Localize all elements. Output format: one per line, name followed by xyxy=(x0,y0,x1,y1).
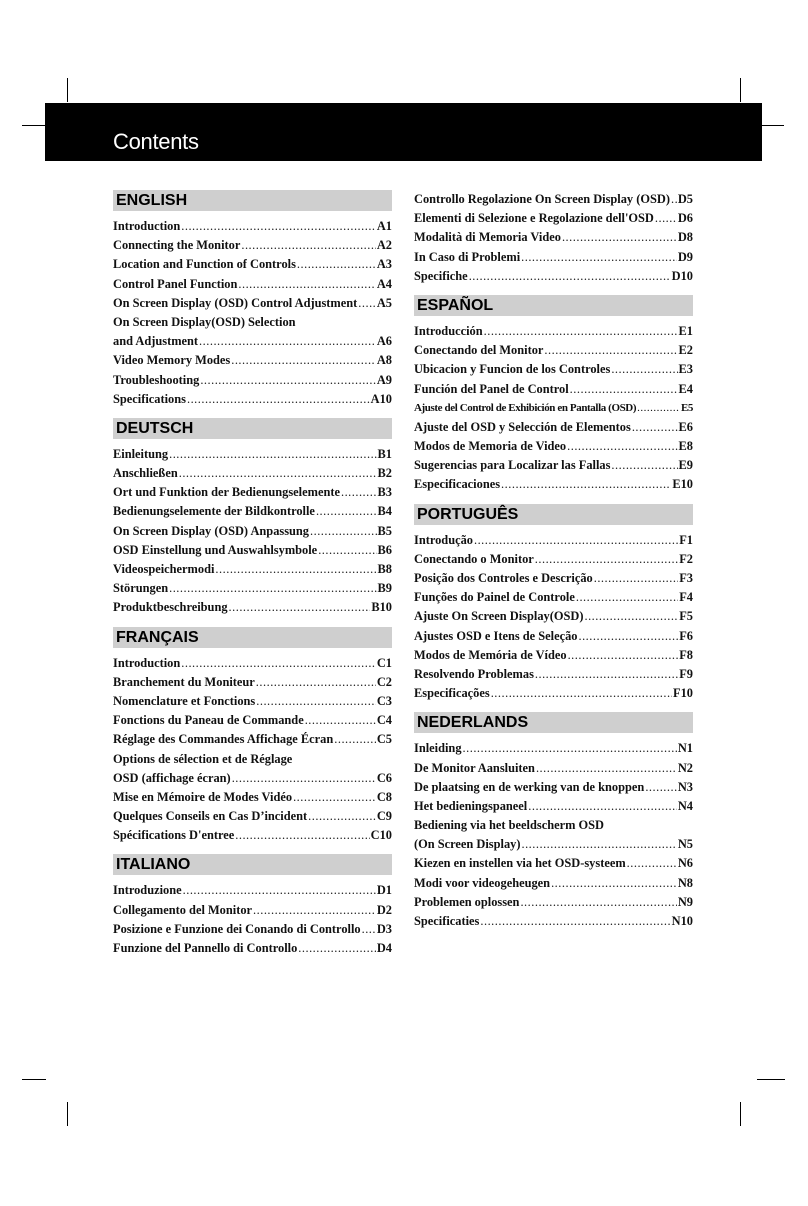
toc-entry-page: N8 xyxy=(677,875,693,890)
crop-mark xyxy=(22,1079,46,1080)
toc-entry-title: On Screen Display(OSD) Selection xyxy=(113,314,296,329)
toc-entry-page: B1 xyxy=(377,446,392,461)
toc-entry-title: Einleitung xyxy=(113,446,169,461)
toc-entry-page: B3 xyxy=(377,485,392,500)
dot-leader xyxy=(297,255,376,274)
toc-entry-page: C4 xyxy=(376,713,392,728)
toc-entry[interactable] xyxy=(414,418,693,437)
toc-entry[interactable] xyxy=(414,267,693,286)
dot-leader xyxy=(544,341,677,360)
section-heading: ITALIANO xyxy=(113,854,392,875)
toc-entry-page: C2 xyxy=(376,674,392,689)
toc-entry-title: Controllo Regolazione On Screen Display (OSD) xyxy=(414,192,670,206)
toc-entry-title: Funções do Painel de Controle xyxy=(414,590,575,605)
toc-entry[interactable] xyxy=(113,255,392,274)
toc-right-column xyxy=(414,190,693,931)
toc-entry[interactable] xyxy=(113,294,392,313)
toc-entry-page: F10 xyxy=(673,686,693,701)
toc-entry-page: C8 xyxy=(376,789,392,804)
dot-leader xyxy=(594,569,679,588)
dot-leader xyxy=(484,322,678,341)
toc-entry-title: Modalità di Memoria Video xyxy=(414,230,561,245)
toc-entry-title: Posizione e Funzione dei Conando di Controllo xyxy=(113,921,361,936)
crop-mark xyxy=(67,1102,68,1126)
toc-entry-title: Réglage des Commandes Affichage Écran xyxy=(113,732,334,747)
toc-entry-page: D4 xyxy=(376,941,392,955)
toc-entry-page: C10 xyxy=(370,828,392,843)
toc-entry[interactable] xyxy=(414,550,693,569)
toc-entry-page: A9 xyxy=(376,372,392,387)
toc-entry-page: C1 xyxy=(376,655,392,670)
toc-entry-page: B6 xyxy=(377,542,392,557)
dot-leader xyxy=(298,939,376,958)
toc-entry[interactable] xyxy=(414,475,693,494)
toc-entry[interactable] xyxy=(113,692,392,711)
toc-entry[interactable] xyxy=(414,627,693,646)
dot-leader xyxy=(253,901,376,920)
toc-entry[interactable] xyxy=(414,531,693,550)
toc-entry-title: Especificações xyxy=(414,686,490,701)
section-heading: NEDERLANDS xyxy=(414,712,693,733)
toc-entry-title: Control Panel Function xyxy=(113,276,238,291)
toc-entry-page: A10 xyxy=(370,391,392,406)
section-heading: PORTUGUÊS xyxy=(414,504,693,525)
dot-leader xyxy=(316,502,377,521)
section-english xyxy=(113,190,392,409)
toc-entry[interactable] xyxy=(113,598,392,617)
toc-entry[interactable] xyxy=(414,380,693,399)
toc-entry-page: F5 xyxy=(679,609,693,624)
section-deutsch xyxy=(113,418,392,618)
toc-entry[interactable] xyxy=(414,341,693,360)
toc-entry[interactable] xyxy=(113,673,392,692)
toc-entry-title: Troubleshooting xyxy=(113,372,200,387)
dot-leader xyxy=(528,797,677,816)
dot-leader xyxy=(521,248,677,267)
toc-entry-title: Conectando del Monitor xyxy=(414,343,544,358)
toc-entry-title: Resolvendo Problemas xyxy=(414,666,534,681)
toc-entry[interactable] xyxy=(414,854,693,873)
section-espanol xyxy=(414,295,693,495)
dot-leader xyxy=(645,778,677,797)
toc-entry[interactable] xyxy=(414,684,693,703)
toc-entry[interactable] xyxy=(414,607,693,626)
toc-entry[interactable] xyxy=(414,209,693,228)
toc-entry[interactable] xyxy=(414,399,693,418)
dot-leader xyxy=(480,912,670,931)
toc-entry-title: On Screen Display (OSD) Control Adjustment xyxy=(113,295,358,310)
toc-entry[interactable] xyxy=(113,332,392,351)
crop-mark xyxy=(22,125,45,126)
toc-entry-title: Modos de Memoria de Video xyxy=(414,439,567,454)
toc-entry-page: B9 xyxy=(377,581,392,596)
dot-leader xyxy=(308,807,376,826)
toc-entry[interactable] xyxy=(414,893,693,912)
toc-entry-title: Spécifications D'entree xyxy=(113,828,235,843)
toc-entry[interactable] xyxy=(414,912,693,931)
toc-entry-page: D8 xyxy=(677,230,693,245)
toc-entry[interactable] xyxy=(414,874,693,893)
dot-leader xyxy=(241,236,376,255)
dot-leader xyxy=(535,665,678,684)
section-continued xyxy=(414,190,693,286)
toc-entry[interactable] xyxy=(414,759,693,778)
toc-entry-title: Inleiding xyxy=(414,741,462,756)
toc-entry-title: Introduzione xyxy=(113,883,182,898)
dot-leader xyxy=(671,190,677,209)
toc-entry[interactable] xyxy=(113,313,392,332)
toc-entry-page: N1 xyxy=(677,741,693,756)
toc-entry-page: A5 xyxy=(376,295,392,310)
page-title: Contents xyxy=(113,129,199,154)
crop-mark xyxy=(740,1102,741,1126)
toc-entry[interactable] xyxy=(113,502,392,521)
toc-entry[interactable] xyxy=(414,248,693,267)
dot-leader xyxy=(501,475,671,494)
toc-entry-page: E5 xyxy=(680,401,693,414)
crop-mark xyxy=(762,125,784,126)
toc-entry-page: F8 xyxy=(679,647,693,662)
toc-entry[interactable] xyxy=(113,560,392,579)
dot-leader xyxy=(232,769,376,788)
dot-leader xyxy=(179,464,377,483)
dot-leader xyxy=(199,332,376,351)
toc-entry-title: Introdução xyxy=(414,532,473,547)
toc-entry-title: Specifiche xyxy=(414,268,468,283)
toc-entry-page: D10 xyxy=(671,268,693,283)
toc-entry-page: C6 xyxy=(376,770,392,785)
toc-entry-title: Ort und Funktion der Bedienungselemente xyxy=(113,485,340,500)
section-heading: ENGLISH xyxy=(113,190,392,211)
toc-entry-title: In Caso di Problemi xyxy=(414,249,521,264)
toc-entry-title: Quelques Conseils en Cas D’incident xyxy=(113,809,308,824)
toc-entry-page: F3 xyxy=(679,571,693,585)
section-heading: FRANÇAIS xyxy=(113,627,392,648)
toc-entry-page: D3 xyxy=(376,921,392,936)
dot-leader xyxy=(181,654,376,673)
toc-entry-title: and Adjustment xyxy=(113,334,199,349)
toc-entry-page: D2 xyxy=(376,902,392,917)
dot-leader xyxy=(584,607,678,626)
toc-entry-title: Produktbeschreibung xyxy=(113,600,228,615)
toc-entry-page: E10 xyxy=(672,477,693,492)
toc-entry-title: Introducción xyxy=(414,323,483,338)
crop-mark xyxy=(757,1079,785,1080)
toc-entry[interactable] xyxy=(414,665,693,684)
dot-leader xyxy=(578,627,678,646)
toc-entry[interactable] xyxy=(113,351,392,370)
toc-entry[interactable] xyxy=(414,646,693,665)
dot-leader xyxy=(305,711,376,730)
toc-entry[interactable] xyxy=(113,826,392,845)
toc-entry-page: B8 xyxy=(377,562,392,576)
crop-mark xyxy=(740,78,741,102)
dot-leader xyxy=(310,522,377,541)
toc-entry-title: Nomenclature et Fonctions xyxy=(113,693,256,708)
toc-entry-page: N2 xyxy=(677,760,693,775)
toc-entry-page: A2 xyxy=(376,238,392,253)
toc-entry-page: N4 xyxy=(677,798,693,813)
dot-leader xyxy=(637,399,680,418)
toc-entry-page: F6 xyxy=(679,628,693,643)
toc-entry-title: Specificaties xyxy=(414,914,480,928)
toc-entry[interactable] xyxy=(414,739,693,758)
toc-entry-page: E8 xyxy=(678,439,693,454)
toc-entry-title: Especificaciones xyxy=(414,477,501,492)
dot-leader xyxy=(183,881,376,900)
toc-entry-page: F9 xyxy=(679,666,693,681)
toc-entry-title: Ajustes OSD e Itens de Seleção xyxy=(414,628,578,643)
dot-leader xyxy=(520,893,676,912)
toc-entry-title: De plaatsing en de werking van de knoppen xyxy=(414,779,645,794)
section-heading: DEUTSCH xyxy=(113,418,392,439)
dot-leader xyxy=(358,294,376,313)
toc-entry[interactable] xyxy=(414,588,693,607)
dot-leader xyxy=(611,456,677,475)
toc-entry-page: B10 xyxy=(371,600,392,615)
toc-entry-title: Connecting the Monitor xyxy=(113,238,241,253)
toc-entry-page: A3 xyxy=(376,257,392,272)
toc-entry-page: A6 xyxy=(376,334,392,349)
toc-entry-page: N5 xyxy=(677,837,693,852)
toc-entry-page: F2 xyxy=(679,551,693,566)
toc-entry-title: Videospeichermodi xyxy=(113,562,215,576)
toc-entry-page: A1 xyxy=(376,219,392,233)
toc-entry-title: Mise en Mémoire de Modes Vidéo xyxy=(113,789,293,804)
toc-entry[interactable] xyxy=(414,797,693,816)
dot-leader xyxy=(238,275,375,294)
toc-entry[interactable] xyxy=(113,881,392,900)
dot-leader xyxy=(551,874,677,893)
toc-entry[interactable] xyxy=(113,579,392,598)
toc-entry[interactable] xyxy=(113,920,392,939)
toc-entry-page: B4 xyxy=(377,504,392,519)
toc-entry-title: Elementi di Selezione e Regolazione dell'OSD xyxy=(414,211,654,226)
dot-leader xyxy=(655,209,677,228)
toc-entry[interactable] xyxy=(414,190,693,209)
dot-leader xyxy=(334,730,376,749)
toc-entry-page: E3 xyxy=(678,362,693,377)
toc-entry-title: Kiezen en instellen via het OSD-systeem xyxy=(414,856,626,871)
dot-leader xyxy=(567,437,677,456)
toc-entry[interactable] xyxy=(113,236,392,255)
toc-entry[interactable] xyxy=(414,569,693,588)
crop-mark xyxy=(67,78,68,102)
toc-entry[interactable] xyxy=(113,788,392,807)
toc-entry[interactable] xyxy=(113,939,392,958)
toc-entry[interactable] xyxy=(414,816,693,835)
dot-leader xyxy=(256,673,376,692)
dot-leader xyxy=(469,267,671,286)
toc-entry-title: OSD (affichage écran) xyxy=(113,770,231,785)
toc-entry[interactable] xyxy=(113,541,392,560)
toc-entry-title: Options de sélection et de Réglage xyxy=(113,751,293,766)
toc-entry[interactable] xyxy=(113,275,392,294)
section-portugues xyxy=(414,504,693,704)
toc-entry-title: Störungen xyxy=(113,581,169,596)
toc-entry[interactable] xyxy=(414,456,693,475)
toc-entry[interactable] xyxy=(414,360,693,379)
toc-entry-title: Introduction xyxy=(113,219,181,233)
toc-entry-page: E9 xyxy=(678,458,693,473)
toc-entry[interactable] xyxy=(414,778,693,797)
dot-leader xyxy=(521,835,676,854)
toc-entry-title: On Screen Display (OSD) Anpassung xyxy=(113,523,310,538)
toc-entry-page: D6 xyxy=(677,211,693,226)
dot-leader xyxy=(627,854,677,873)
toc-entry-title: Collegamento del Monitor xyxy=(113,902,253,917)
toc-entry-page: F1 xyxy=(679,532,693,547)
toc-entry[interactable] xyxy=(113,654,392,673)
dot-leader xyxy=(187,390,370,409)
toc-entry-title: Introduction xyxy=(113,655,181,670)
toc-entry[interactable] xyxy=(113,711,392,730)
dot-leader xyxy=(341,483,377,502)
dot-leader xyxy=(229,598,371,617)
toc-entry[interactable] xyxy=(113,483,392,502)
toc-entry-page: N10 xyxy=(671,914,693,928)
toc-entry-page: E2 xyxy=(678,343,693,358)
dot-leader xyxy=(293,788,376,807)
toc-entry-title: Specifications xyxy=(113,391,186,406)
dot-leader xyxy=(536,759,677,778)
toc-entry-title: (On Screen Display) xyxy=(414,837,521,852)
dot-leader xyxy=(632,418,678,437)
toc-entry-page: E4 xyxy=(678,381,693,396)
toc-entry-page: A8 xyxy=(376,353,392,368)
dot-leader xyxy=(474,531,678,550)
toc-entry-page: C5 xyxy=(376,732,392,747)
toc-entry[interactable] xyxy=(113,217,392,236)
dot-leader xyxy=(362,920,376,939)
dot-leader xyxy=(200,371,376,390)
toc-entry[interactable] xyxy=(414,437,693,456)
dot-leader xyxy=(318,541,376,560)
toc-entry-title: Het bedieningspaneel xyxy=(414,798,528,813)
toc-entry[interactable] xyxy=(113,901,392,920)
toc-entry[interactable] xyxy=(113,750,392,769)
toc-entry-title: Funzione del Pannello di Controllo xyxy=(113,941,298,955)
dot-leader xyxy=(169,445,376,464)
toc-entry[interactable] xyxy=(113,445,392,464)
section-italiano xyxy=(113,854,392,958)
toc-entry-page: F4 xyxy=(679,590,693,605)
toc-entry-title: Conectando o Monitor xyxy=(414,551,534,566)
dot-leader xyxy=(611,360,677,379)
dot-leader xyxy=(562,228,677,247)
dot-leader xyxy=(215,560,376,579)
toc-entry-title: Modos de Memória de Vídeo xyxy=(414,647,567,662)
toc-entry-title: Ajuste On Screen Display(OSD) xyxy=(414,609,584,624)
dot-leader xyxy=(235,826,369,845)
toc-entry[interactable] xyxy=(414,228,693,247)
toc-entry-title: Video Memory Modes xyxy=(113,353,231,368)
section-francais xyxy=(113,627,392,846)
dot-leader xyxy=(256,692,376,711)
toc-entry-title: Location and Function of Controls xyxy=(113,257,296,272)
toc-entry-title: Sugerencias para Localizar las Fallas xyxy=(414,458,611,473)
toc-left-column xyxy=(113,190,392,958)
toc-entry-title: Posição dos Controles e Descrição xyxy=(414,571,593,585)
dot-leader xyxy=(570,380,678,399)
toc-entry-title: Bedienungselemente der Bildkontrolle xyxy=(113,504,315,519)
toc-entry-page: D9 xyxy=(677,249,693,264)
page-header xyxy=(45,103,762,161)
dot-leader xyxy=(181,217,376,236)
toc-entry-page: B5 xyxy=(377,523,392,538)
toc-entry[interactable] xyxy=(113,464,392,483)
dot-leader xyxy=(169,579,376,598)
toc-entry-title: Fonctions du Paneau de Commande xyxy=(113,713,304,728)
toc-entry-page: N3 xyxy=(677,779,693,794)
dot-leader xyxy=(231,351,376,370)
section-nederlands xyxy=(414,712,693,931)
toc-entry-title: Problemen oplossen xyxy=(414,894,520,909)
toc-entry-page: N9 xyxy=(677,894,693,909)
toc-entry-title: De Monitor Aansluiten xyxy=(414,760,535,775)
toc-entry[interactable] xyxy=(113,522,392,541)
toc-entry-page: N6 xyxy=(677,856,693,871)
dot-leader xyxy=(568,646,679,665)
toc-entry[interactable] xyxy=(113,807,392,826)
toc-entry-page: B2 xyxy=(377,466,392,481)
section-heading: ESPAÑOL xyxy=(414,295,693,316)
toc-entry-page: D1 xyxy=(376,883,392,898)
toc-entry-title: Ajuste del OSD y Selección de Elementos xyxy=(414,419,631,434)
toc-entry-title: Ajuste del Control de Exhibición en Pantalla (OSD) xyxy=(414,401,637,414)
toc-entry-title: Modi voor videogeheugen xyxy=(414,875,551,890)
toc-entry-title: Branchement du Moniteur xyxy=(113,674,255,689)
dot-leader xyxy=(491,684,672,703)
toc-entry[interactable] xyxy=(113,730,392,749)
toc-entry[interactable] xyxy=(113,371,392,390)
toc-entry-page: E1 xyxy=(678,323,693,338)
toc-entry[interactable] xyxy=(113,769,392,788)
toc-entry-title: Ubicacion y Funcion de los Controles xyxy=(414,362,611,377)
dot-leader xyxy=(576,588,678,607)
toc-entry-page: A4 xyxy=(376,276,392,291)
toc-entry[interactable] xyxy=(414,835,693,854)
toc-entry-title: Función del Panel de Control xyxy=(414,381,569,396)
toc-entry-page: D5 xyxy=(677,192,693,206)
toc-entry-title: Anschließen xyxy=(113,466,178,481)
toc-entry[interactable] xyxy=(113,390,392,409)
toc-entry-page: C9 xyxy=(376,809,392,824)
toc-entry-page: C3 xyxy=(376,693,392,708)
toc-entry-page: E6 xyxy=(678,419,693,434)
toc-entry[interactable] xyxy=(414,322,693,341)
dot-leader xyxy=(535,550,678,569)
toc-entry-title: Bediening via het beeldscherm OSD xyxy=(414,818,604,833)
toc-entry-title: OSD Einstellung und Auswahlsymbole xyxy=(113,542,318,557)
dot-leader xyxy=(463,739,677,758)
